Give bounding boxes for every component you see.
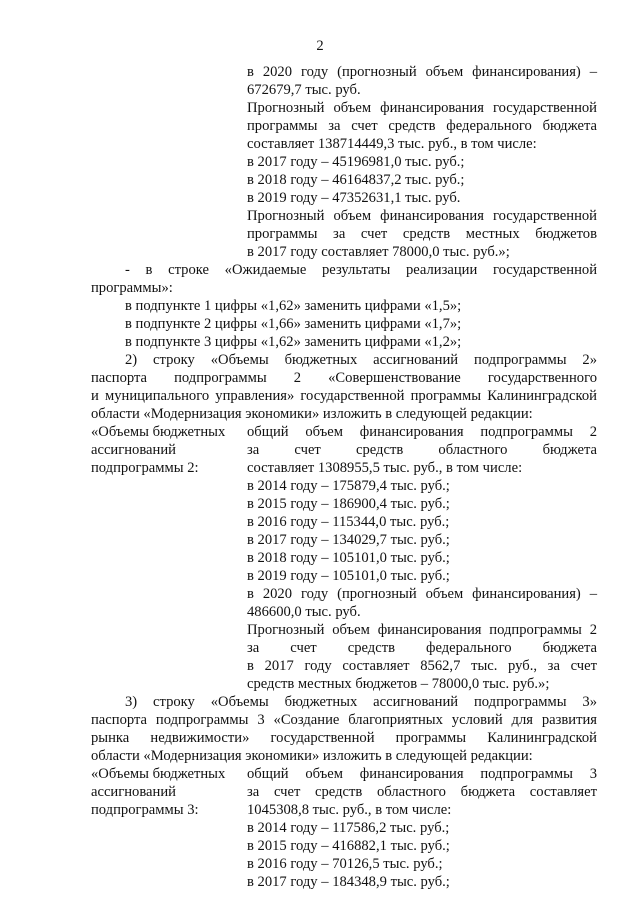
text-line: в 2017 году составляет 78000,0 тыс. руб.»; [247,244,510,260]
text-line: в 2018 году – 105101,0 тыс. руб.; [247,550,450,566]
text-line: паспорта подпрограммы 3 «Создание благоприятных условий для развития [91,712,597,728]
page-number: 2 [316,38,324,54]
text-line: Прогнозный объем финансирования государственной [247,208,597,224]
text-line: области «Модернизация экономики» изложить в следующей редакции: [91,748,533,764]
text-line: - в строке «Ожидаемые результаты реализации государственной [125,262,597,278]
text-line: и муниципального управления» государственной программы Калининградской [91,388,597,404]
text-line: паспорта подпрограммы 2 «Совершенствование государственного [91,370,597,386]
text-line: 486600,0 тыс. руб. [247,604,361,620]
text-line: в 2019 году – 105101,0 тыс. руб.; [247,568,450,584]
text-line: 3) строку «Объемы бюджетных ассигнований подпрограммы 3» [125,694,597,710]
text-line: общий объем финансирования подпрограммы 3 [247,766,597,782]
text-line: составляет 1308955,5 тыс. руб., в том числе: [247,460,523,476]
list-item: в подпункте 2 цифры «1,66» заменить цифрами «1,7»; [125,316,462,332]
text-line: 1045308,8 тыс. руб., в том числе: [247,802,452,818]
text-line: программы за счет средств федерального бюджета [247,118,597,134]
text-line: рынка недвижимости» государственной программы Калининградской [91,730,597,746]
label-line: «Объемы бюджетных [91,766,226,782]
list-item: в подпункте 3 цифры «1,62» заменить цифрами «1,2»; [125,334,462,350]
label-line: ассигнований [91,784,176,800]
text-line: в 2014 году – 117586,2 тыс. руб.; [247,820,450,836]
text-line: Прогнозный объем финансирования государственной [247,100,597,116]
text-line: общий объем финансирования подпрограммы 2 [247,424,597,440]
label-line: подпрограммы 3: [91,802,199,818]
text-line: программы»: [91,280,173,296]
text-line: за счет средств областного бюджета [247,442,597,458]
text-line: в 2020 году (прогнозный объем финансирования) – [247,64,597,80]
text-line: средств местных бюджетов – 78000,0 тыс. руб.»; [247,676,550,692]
text-line: программы за счет средств местных бюджетов [247,226,597,242]
text-line: в 2019 году – 47352631,1 тыс. руб. [247,190,461,206]
label-line: «Объемы бюджетных [91,424,226,440]
text-line: в 2017 году – 45196981,0 тыс. руб.; [247,154,465,170]
text-line: в 2015 году – 186900,4 тыс. руб.; [247,496,450,512]
text-line: в 2017 году составляет 8562,7 тыс. руб., за счет [247,658,597,674]
text-line: 2) строку «Объемы бюджетных ассигнований подпрограммы 2» [125,352,597,368]
list-item: в подпункте 1 цифры «1,62» заменить цифрами «1,5»; [125,298,462,314]
text-line: в 2018 году – 46164837,2 тыс. руб.; [247,172,465,188]
text-line: в 2017 году – 184348,9 тыс. руб.; [247,874,450,890]
text-line: в 2015 году – 416882,1 тыс. руб.; [247,838,450,854]
text-line: в 2016 году – 70126,5 тыс. руб.; [247,856,443,872]
text-line: Прогнозный объем финансирования подпрограммы 2 [247,622,597,638]
label-line: ассигнований [91,442,176,458]
text-line: в 2014 году – 175879,4 тыс. руб.; [247,478,450,494]
text-line: составляет 138714449,3 тыс. руб., в том числе: [247,136,537,152]
text-line: в 2017 году – 134029,7 тыс. руб.; [247,532,450,548]
label-line: подпрограммы 2: [91,460,199,476]
text-line: 672679,7 тыс. руб. [247,82,361,98]
text-line: области «Модернизация экономики» изложить в следующей редакции: [91,406,533,422]
text-line: за счет средств областного бюджета составляет [247,784,597,800]
text-line: в 2016 году – 115344,0 тыс. руб.; [247,514,450,530]
text-line: в 2020 году (прогнозный объем финансирования) – [247,586,597,602]
text-line: за счет средств федерального бюджета [247,640,597,656]
